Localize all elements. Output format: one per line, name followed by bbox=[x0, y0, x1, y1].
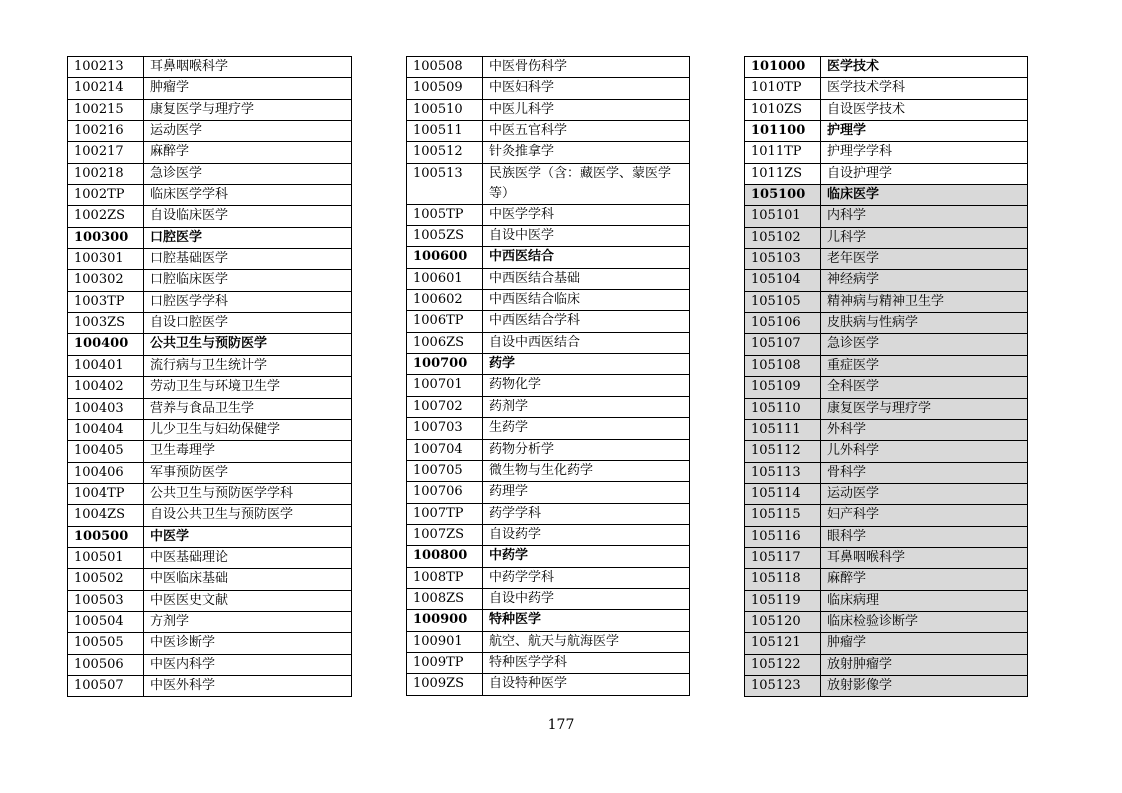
discipline-name: 放射影像学 bbox=[821, 675, 1028, 696]
table-row bbox=[68, 633, 352, 654]
discipline-code: 100704 bbox=[407, 439, 483, 460]
discipline-name: 特种医学学科 bbox=[483, 652, 690, 673]
discipline-code: 100507 bbox=[68, 675, 144, 696]
discipline-name: 药学 bbox=[483, 354, 690, 375]
discipline-name: 药物化学 bbox=[483, 375, 690, 396]
table-row bbox=[407, 163, 690, 204]
discipline-name: 微生物与生化药学 bbox=[483, 460, 690, 481]
discipline-name: 老年医学 bbox=[821, 249, 1028, 270]
table-row bbox=[745, 142, 1028, 163]
table-row bbox=[68, 654, 352, 675]
discipline-code: 100502 bbox=[68, 569, 144, 590]
discipline-name: 劳动卫生与环境卫生学 bbox=[144, 377, 352, 398]
discipline-code: 1009ZS bbox=[407, 674, 483, 695]
discipline-name: 卫生毒理学 bbox=[144, 441, 352, 462]
table-row bbox=[68, 419, 352, 440]
table-row bbox=[745, 547, 1028, 568]
table-row bbox=[68, 547, 352, 568]
discipline-name: 针灸推拿学 bbox=[483, 142, 690, 163]
discipline-code: 100218 bbox=[68, 163, 144, 184]
discipline-name: 肿瘤学 bbox=[821, 633, 1028, 654]
table-row bbox=[68, 355, 352, 376]
discipline-name: 公共卫生与预防医学 bbox=[144, 334, 352, 355]
discipline-code: 100403 bbox=[68, 398, 144, 419]
discipline-name: 口腔临床医学 bbox=[144, 270, 352, 291]
table-row bbox=[68, 398, 352, 419]
table-row bbox=[745, 526, 1028, 547]
table-row bbox=[745, 611, 1028, 632]
discipline-name: 内科学 bbox=[821, 206, 1028, 227]
table-row bbox=[68, 483, 352, 504]
table-row bbox=[68, 249, 352, 270]
discipline-name: 中西医结合学科 bbox=[483, 311, 690, 332]
discipline-code: 105119 bbox=[745, 590, 821, 611]
discipline-name: 运动医学 bbox=[144, 121, 352, 142]
table-row bbox=[68, 270, 352, 291]
discipline-name: 皮肤病与性病学 bbox=[821, 313, 1028, 334]
discipline-name: 临床医学学科 bbox=[144, 185, 352, 206]
discipline-name: 中西医结合基础 bbox=[483, 268, 690, 289]
discipline-name: 中西医结合临床 bbox=[483, 290, 690, 311]
discipline-name: 自设中药学 bbox=[483, 588, 690, 609]
discipline-name: 口腔医学 bbox=[144, 227, 352, 248]
table-row bbox=[68, 590, 352, 611]
discipline-code: 1006ZS bbox=[407, 332, 483, 353]
table-row bbox=[407, 78, 690, 99]
discipline-table-left bbox=[67, 56, 352, 697]
discipline-code: 100404 bbox=[68, 419, 144, 440]
discipline-code: 100504 bbox=[68, 611, 144, 632]
table-row bbox=[745, 163, 1028, 184]
table-row bbox=[745, 675, 1028, 696]
discipline-code: 1002TP bbox=[68, 185, 144, 206]
discipline-name: 骨科学 bbox=[821, 462, 1028, 483]
discipline-code: 1009TP bbox=[407, 652, 483, 673]
discipline-code: 100510 bbox=[407, 99, 483, 120]
discipline-code: 105104 bbox=[745, 270, 821, 291]
discipline-code: 100302 bbox=[68, 270, 144, 291]
discipline-name: 护理学 bbox=[821, 121, 1028, 142]
discipline-code: 100705 bbox=[407, 460, 483, 481]
discipline-code: 1004ZS bbox=[68, 505, 144, 526]
table-row bbox=[745, 505, 1028, 526]
discipline-code: 1004TP bbox=[68, 483, 144, 504]
table-row bbox=[745, 398, 1028, 419]
table-row bbox=[407, 99, 690, 120]
discipline-name: 全科医学 bbox=[821, 377, 1028, 398]
discipline-name: 营养与食品卫生学 bbox=[144, 398, 352, 419]
discipline-code: 100511 bbox=[407, 121, 483, 142]
table-row bbox=[68, 505, 352, 526]
discipline-code: 1003ZS bbox=[68, 313, 144, 334]
discipline-code: 100508 bbox=[407, 57, 483, 78]
discipline-code: 105118 bbox=[745, 569, 821, 590]
table-row bbox=[745, 654, 1028, 675]
page-number: 177 bbox=[547, 717, 575, 733]
discipline-code: 105120 bbox=[745, 611, 821, 632]
discipline-code: 100900 bbox=[407, 610, 483, 631]
discipline-code: 100701 bbox=[407, 375, 483, 396]
discipline-code: 105114 bbox=[745, 483, 821, 504]
discipline-code: 1002ZS bbox=[68, 206, 144, 227]
table-row bbox=[407, 674, 690, 695]
discipline-code: 100706 bbox=[407, 482, 483, 503]
discipline-name: 耳鼻咽喉科学 bbox=[821, 547, 1028, 568]
table-row bbox=[68, 121, 352, 142]
discipline-table-right bbox=[744, 56, 1028, 697]
discipline-code: 100509 bbox=[407, 78, 483, 99]
discipline-name: 重症医学 bbox=[821, 355, 1028, 376]
discipline-name: 中药学学科 bbox=[483, 567, 690, 588]
discipline-code: 105121 bbox=[745, 633, 821, 654]
discipline-name: 自设中西医结合 bbox=[483, 332, 690, 353]
table-row bbox=[745, 270, 1028, 291]
table-row bbox=[68, 441, 352, 462]
table-row bbox=[68, 206, 352, 227]
discipline-name: 耳鼻咽喉科学 bbox=[144, 57, 352, 78]
table-row bbox=[745, 249, 1028, 270]
table-row bbox=[407, 482, 690, 503]
discipline-code: 100213 bbox=[68, 57, 144, 78]
discipline-code: 100602 bbox=[407, 290, 483, 311]
table-row bbox=[745, 441, 1028, 462]
table-row bbox=[407, 396, 690, 417]
discipline-code: 105103 bbox=[745, 249, 821, 270]
discipline-name: 放射肿瘤学 bbox=[821, 654, 1028, 675]
discipline-name: 临床检验诊断学 bbox=[821, 611, 1028, 632]
discipline-name: 神经病学 bbox=[821, 270, 1028, 291]
discipline-code: 1005TP bbox=[407, 204, 483, 225]
table-row bbox=[68, 78, 352, 99]
table-row bbox=[68, 569, 352, 590]
table-row bbox=[407, 375, 690, 396]
table-row bbox=[745, 121, 1028, 142]
discipline-code: 105102 bbox=[745, 227, 821, 248]
table-row bbox=[68, 142, 352, 163]
table-row bbox=[407, 418, 690, 439]
discipline-code: 105123 bbox=[745, 675, 821, 696]
table-row bbox=[407, 204, 690, 225]
discipline-name: 口腔基础医学 bbox=[144, 249, 352, 270]
table-row bbox=[68, 462, 352, 483]
discipline-code: 105101 bbox=[745, 206, 821, 227]
discipline-name: 军事预防医学 bbox=[144, 462, 352, 483]
discipline-name: 中西医结合 bbox=[483, 247, 690, 268]
discipline-code: 1005ZS bbox=[407, 226, 483, 247]
table-row bbox=[68, 377, 352, 398]
discipline-name: 医学技术 bbox=[821, 57, 1028, 78]
discipline-name: 中医诊断学 bbox=[144, 633, 352, 654]
discipline-name: 航空、航天与航海医学 bbox=[483, 631, 690, 652]
discipline-code: 100505 bbox=[68, 633, 144, 654]
discipline-code: 101000 bbox=[745, 57, 821, 78]
table-row bbox=[745, 78, 1028, 99]
discipline-code: 100300 bbox=[68, 227, 144, 248]
discipline-code: 1011ZS bbox=[745, 163, 821, 184]
table-row bbox=[407, 354, 690, 375]
discipline-code: 100402 bbox=[68, 377, 144, 398]
discipline-name: 医学技术学科 bbox=[821, 78, 1028, 99]
discipline-code: 100405 bbox=[68, 441, 144, 462]
discipline-name: 儿外科学 bbox=[821, 441, 1028, 462]
table-row bbox=[68, 611, 352, 632]
discipline-name: 康复医学与理疗学 bbox=[821, 398, 1028, 419]
discipline-name: 自设临床医学 bbox=[144, 206, 352, 227]
table-row bbox=[407, 652, 690, 673]
discipline-code: 100513 bbox=[407, 163, 483, 204]
table-row bbox=[68, 163, 352, 184]
discipline-code: 105107 bbox=[745, 334, 821, 355]
table-row bbox=[407, 247, 690, 268]
discipline-name: 自设医学技术 bbox=[821, 99, 1028, 120]
discipline-code: 100401 bbox=[68, 355, 144, 376]
discipline-name: 中医内科学 bbox=[144, 654, 352, 675]
table-row bbox=[68, 675, 352, 696]
table-row bbox=[745, 206, 1028, 227]
table-row bbox=[407, 524, 690, 545]
discipline-code: 1006TP bbox=[407, 311, 483, 332]
discipline-name: 临床医学 bbox=[821, 185, 1028, 206]
discipline-name: 药理学 bbox=[483, 482, 690, 503]
table-row bbox=[407, 142, 690, 163]
discipline-code: 105116 bbox=[745, 526, 821, 547]
table-row bbox=[407, 332, 690, 353]
discipline-name: 外科学 bbox=[821, 419, 1028, 440]
table-row bbox=[745, 569, 1028, 590]
discipline-code: 105113 bbox=[745, 462, 821, 483]
table-row bbox=[745, 590, 1028, 611]
discipline-code: 100512 bbox=[407, 142, 483, 163]
table-row bbox=[68, 526, 352, 547]
table-row bbox=[407, 311, 690, 332]
table-row bbox=[745, 334, 1028, 355]
table-row bbox=[407, 631, 690, 652]
discipline-name: 急诊医学 bbox=[821, 334, 1028, 355]
discipline-name: 民族医学（含：藏医学、蒙医学等） bbox=[483, 163, 690, 204]
table-row bbox=[745, 185, 1028, 206]
discipline-code: 105105 bbox=[745, 291, 821, 312]
discipline-code: 1010ZS bbox=[745, 99, 821, 120]
discipline-name: 中医医史文献 bbox=[144, 590, 352, 611]
table-row bbox=[745, 355, 1028, 376]
discipline-code: 100501 bbox=[68, 547, 144, 568]
discipline-name: 方剂学 bbox=[144, 611, 352, 632]
table-row bbox=[407, 567, 690, 588]
discipline-name: 儿科学 bbox=[821, 227, 1028, 248]
discipline-code: 100800 bbox=[407, 546, 483, 567]
discipline-code: 100702 bbox=[407, 396, 483, 417]
table-row bbox=[68, 291, 352, 312]
table-row bbox=[68, 99, 352, 120]
table-row bbox=[68, 227, 352, 248]
discipline-code: 100215 bbox=[68, 99, 144, 120]
table-row bbox=[745, 291, 1028, 312]
discipline-name: 自设药学 bbox=[483, 524, 690, 545]
discipline-code: 101100 bbox=[745, 121, 821, 142]
discipline-code: 105100 bbox=[745, 185, 821, 206]
table-row bbox=[407, 588, 690, 609]
table-row bbox=[745, 57, 1028, 78]
discipline-name: 中医学 bbox=[144, 526, 352, 547]
discipline-code: 1011TP bbox=[745, 142, 821, 163]
discipline-code: 100406 bbox=[68, 462, 144, 483]
discipline-name: 妇产科学 bbox=[821, 505, 1028, 526]
discipline-name: 临床病理 bbox=[821, 590, 1028, 611]
table-row bbox=[745, 633, 1028, 654]
discipline-name: 口腔医学学科 bbox=[144, 291, 352, 312]
table-row bbox=[407, 503, 690, 524]
discipline-code: 105122 bbox=[745, 654, 821, 675]
discipline-code: 100506 bbox=[68, 654, 144, 675]
table-row bbox=[407, 268, 690, 289]
discipline-code: 100217 bbox=[68, 142, 144, 163]
discipline-name: 中医临床基础 bbox=[144, 569, 352, 590]
discipline-table-middle bbox=[406, 56, 690, 696]
discipline-code: 1008ZS bbox=[407, 588, 483, 609]
discipline-name: 药学学科 bbox=[483, 503, 690, 524]
discipline-code: 100600 bbox=[407, 247, 483, 268]
table-row bbox=[745, 419, 1028, 440]
discipline-code: 1007ZS bbox=[407, 524, 483, 545]
discipline-name: 中医五官科学 bbox=[483, 121, 690, 142]
discipline-name: 自设口腔医学 bbox=[144, 313, 352, 334]
discipline-code: 1010TP bbox=[745, 78, 821, 99]
table-row bbox=[745, 313, 1028, 334]
discipline-name: 流行病与卫生统计学 bbox=[144, 355, 352, 376]
table-row bbox=[68, 57, 352, 78]
discipline-code: 105112 bbox=[745, 441, 821, 462]
discipline-name: 中医妇科学 bbox=[483, 78, 690, 99]
table-row bbox=[407, 57, 690, 78]
discipline-code: 100503 bbox=[68, 590, 144, 611]
discipline-code: 105108 bbox=[745, 355, 821, 376]
discipline-name: 中医骨伤科学 bbox=[483, 57, 690, 78]
discipline-name: 自设特种医学 bbox=[483, 674, 690, 695]
discipline-code: 100400 bbox=[68, 334, 144, 355]
discipline-code: 105111 bbox=[745, 419, 821, 440]
table-row bbox=[407, 121, 690, 142]
discipline-code: 105110 bbox=[745, 398, 821, 419]
table-row bbox=[407, 610, 690, 631]
discipline-code: 105106 bbox=[745, 313, 821, 334]
discipline-name: 特种医学 bbox=[483, 610, 690, 631]
table-row bbox=[745, 462, 1028, 483]
table-row bbox=[407, 546, 690, 567]
discipline-code: 100214 bbox=[68, 78, 144, 99]
discipline-code: 100901 bbox=[407, 631, 483, 652]
discipline-name: 中医外科学 bbox=[144, 675, 352, 696]
table-row bbox=[407, 226, 690, 247]
table-row bbox=[407, 460, 690, 481]
discipline-name: 康复医学与理疗学 bbox=[144, 99, 352, 120]
discipline-name: 运动医学 bbox=[821, 483, 1028, 504]
discipline-name: 中医基础理论 bbox=[144, 547, 352, 568]
discipline-name: 生药学 bbox=[483, 418, 690, 439]
discipline-name: 肿瘤学 bbox=[144, 78, 352, 99]
discipline-name: 药物分析学 bbox=[483, 439, 690, 460]
discipline-code: 1003TP bbox=[68, 291, 144, 312]
discipline-name: 精神病与精神卫生学 bbox=[821, 291, 1028, 312]
discipline-name: 中医学学科 bbox=[483, 204, 690, 225]
table-row bbox=[745, 377, 1028, 398]
discipline-name: 护理学学科 bbox=[821, 142, 1028, 163]
discipline-name: 药剂学 bbox=[483, 396, 690, 417]
discipline-name: 麻醉学 bbox=[144, 142, 352, 163]
discipline-name: 自设公共卫生与预防医学 bbox=[144, 505, 352, 526]
discipline-name: 公共卫生与预防医学学科 bbox=[144, 483, 352, 504]
table-row bbox=[745, 99, 1028, 120]
table-row bbox=[745, 483, 1028, 504]
discipline-code: 100700 bbox=[407, 354, 483, 375]
table-row bbox=[68, 334, 352, 355]
discipline-code: 100500 bbox=[68, 526, 144, 547]
discipline-name: 中药学 bbox=[483, 546, 690, 567]
discipline-code: 100216 bbox=[68, 121, 144, 142]
discipline-name: 急诊医学 bbox=[144, 163, 352, 184]
discipline-code: 100301 bbox=[68, 249, 144, 270]
discipline-code: 105117 bbox=[745, 547, 821, 568]
discipline-code: 1007TP bbox=[407, 503, 483, 524]
discipline-name: 自设中医学 bbox=[483, 226, 690, 247]
discipline-code: 105109 bbox=[745, 377, 821, 398]
table-row bbox=[407, 439, 690, 460]
discipline-name: 中医儿科学 bbox=[483, 99, 690, 120]
table-row bbox=[407, 290, 690, 311]
discipline-name: 儿少卫生与妇幼保健学 bbox=[144, 419, 352, 440]
discipline-code: 100601 bbox=[407, 268, 483, 289]
discipline-code: 100703 bbox=[407, 418, 483, 439]
table-row bbox=[68, 313, 352, 334]
discipline-name: 麻醉学 bbox=[821, 569, 1028, 590]
discipline-code: 1008TP bbox=[407, 567, 483, 588]
table-row bbox=[745, 227, 1028, 248]
table-row bbox=[68, 185, 352, 206]
discipline-code: 105115 bbox=[745, 505, 821, 526]
discipline-name: 眼科学 bbox=[821, 526, 1028, 547]
discipline-name: 自设护理学 bbox=[821, 163, 1028, 184]
